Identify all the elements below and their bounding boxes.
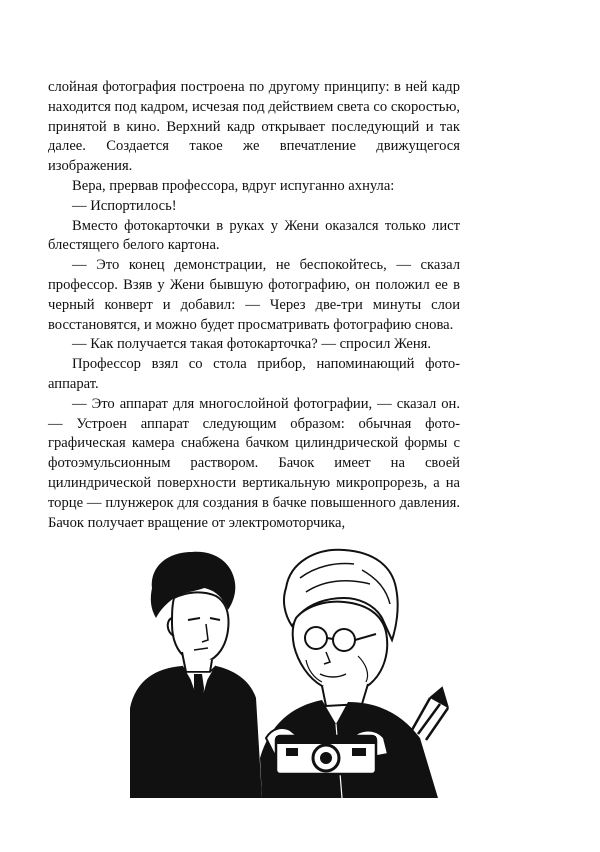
paragraph: — Как получается такая фотокарточка? — спросил Женя.: [72, 336, 432, 353]
paragraph: Вместо фотокарточки в руках у Жени оказался только лист блестящего белого картона.: [48, 217, 460, 254]
paragraph: Вера, прервав профессора, вдруг испуганно ахнула:: [72, 177, 395, 194]
paragraph: — Это конец демонстрации, не беспокойтесь, — сказал профессор. Взяв у Жени бывшую фотографию, он положил ее в черный конверт и добавил: — Через две-три минуты слои восстановятся, и можно будет просматривать фотографию снова.: [48, 257, 460, 333]
paragraph: — Это аппарат для многослойной фотографии, — сказал он. — Устроен аппарат следующим образом: обычная фотографическая камера снабжена бачком цилиндрической формы с фотоэмульсионным раствором. Бачок имеет на своей цилиндрической поверхности вертикальную микропрорезь, а на торце — плунжерок для создания в бачке повышенного давления. Бачок получает вращение от электромоторчика,: [48, 395, 460, 531]
ink-drawing: [130, 548, 460, 798]
young-man-face: [172, 592, 229, 663]
illustration-young-man-and-professor: [130, 548, 460, 798]
paragraph: — Испортилось!: [72, 197, 177, 214]
paragraph: Профессор взял со стола прибор, напоминающий фотоаппарат.: [48, 356, 460, 392]
professor-collar: [322, 684, 368, 706]
professor-face: [293, 602, 388, 692]
paragraph: слойная фотография построена по другому принципу: в ней кадр находится под кадром, исчезая под действием света со скоростью, принятой в кино. Верхний кадр открывает последующий и так далее. Создается такое же впечатление движущегося изображения.: [48, 79, 460, 175]
body-text: [48, 78, 460, 533]
